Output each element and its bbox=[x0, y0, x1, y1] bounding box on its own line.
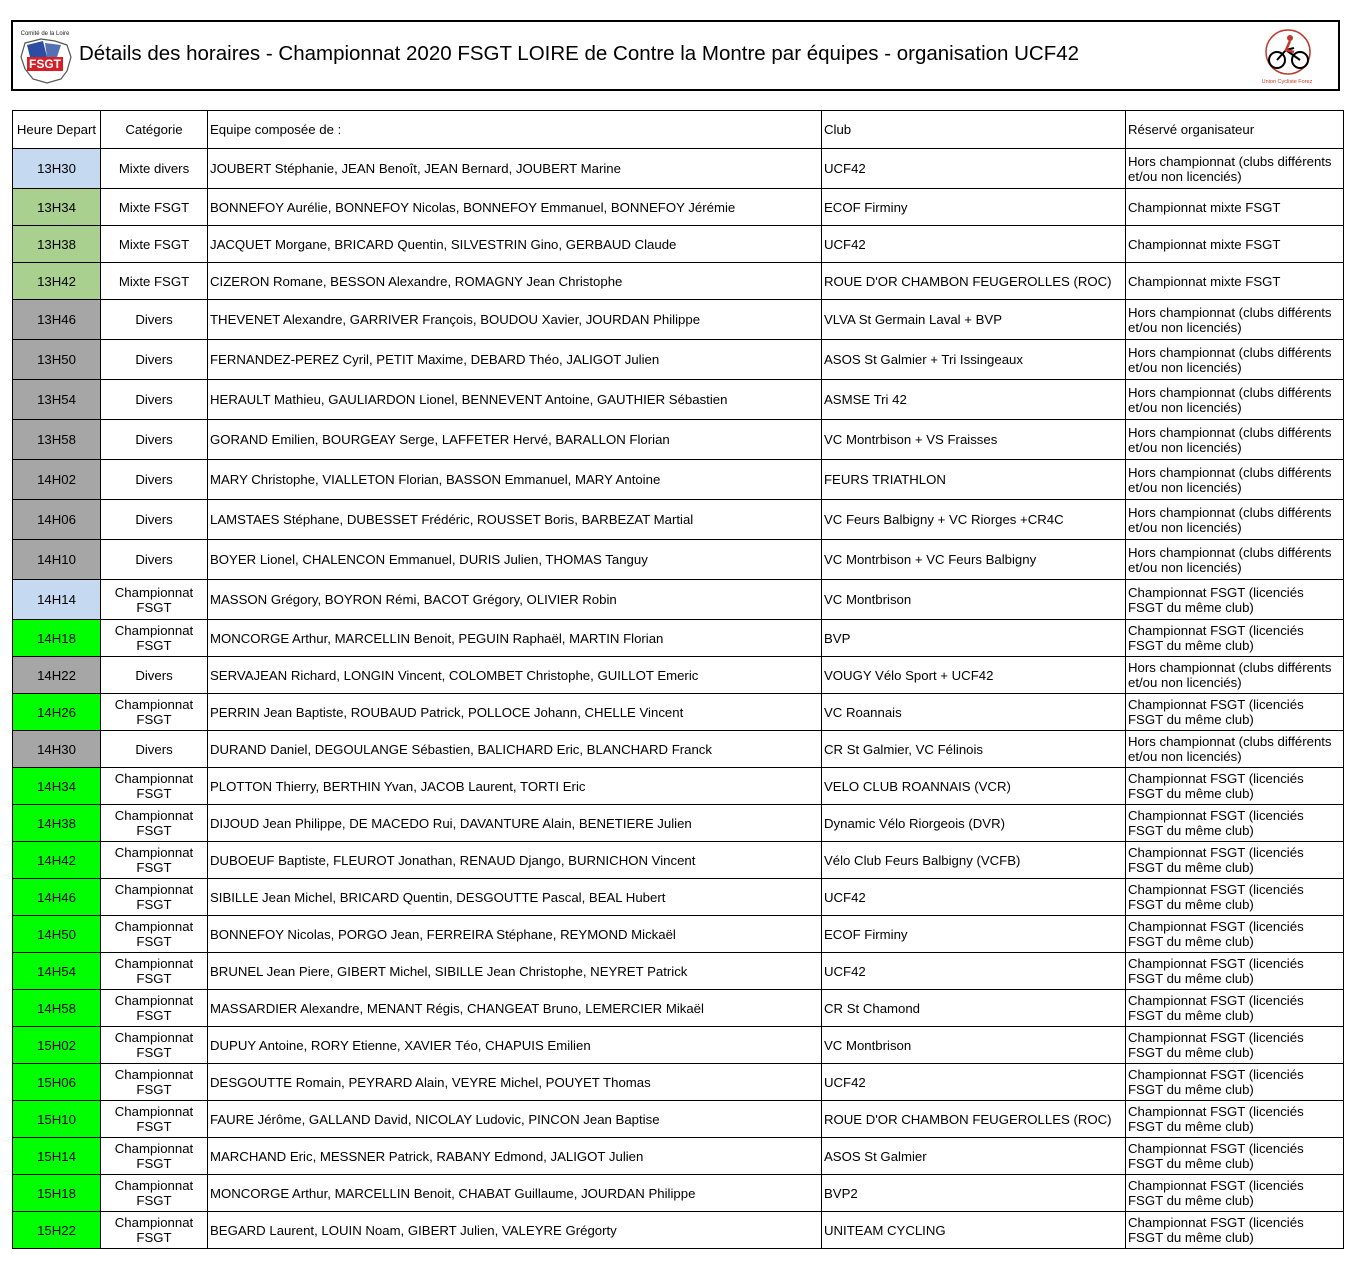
cell-time: 15H18 bbox=[13, 1175, 101, 1212]
cell-club: ROUE D'OR CHAMBON FEUGEROLLES (ROC) bbox=[822, 1101, 1126, 1138]
document-header bbox=[11, 20, 1340, 91]
cell-reserved: Hors championnat (clubs différents et/ou non licenciés) bbox=[1126, 731, 1344, 768]
table-row bbox=[13, 879, 1344, 916]
table-row bbox=[13, 953, 1344, 990]
cell-time: 14H58 bbox=[13, 990, 101, 1027]
cell-time: 14H34 bbox=[13, 768, 101, 805]
cell-time: 15H10 bbox=[13, 1101, 101, 1138]
cell-team: FAURE Jérôme, GALLAND David, NICOLAY Ludovic, PINCON Jean Baptise bbox=[208, 1101, 822, 1138]
cell-category: Championnat FSGT bbox=[101, 805, 208, 842]
cell-time: 14H18 bbox=[13, 620, 101, 657]
cell-team: MASSON Grégory, BOYRON Rémi, BACOT Grégory, OLIVIER Robin bbox=[208, 580, 822, 620]
cell-team: LAMSTAES Stéphane, DUBESSET Frédéric, ROUSSET Boris, BARBEZAT Martial bbox=[208, 500, 822, 540]
table-row bbox=[13, 916, 1344, 953]
table-row bbox=[13, 380, 1344, 420]
cell-team: DUPUY Antoine, RORY Etienne, XAVIER Téo, CHAPUIS Emilien bbox=[208, 1027, 822, 1064]
cell-team: DUBOEUF Baptiste, FLEUROT Jonathan, RENAUD Django, BURNICHON Vincent bbox=[208, 842, 822, 879]
cell-team: JOUBERT Stéphanie, JEAN Benoît, JEAN Bernard, JOUBERT Marine bbox=[208, 149, 822, 189]
table-row bbox=[13, 540, 1344, 580]
table-row bbox=[13, 149, 1344, 189]
cell-reserved: Championnat mixte FSGT bbox=[1126, 189, 1344, 226]
table-row bbox=[13, 580, 1344, 620]
cell-reserved: Championnat FSGT (licenciés FSGT du même club) bbox=[1126, 1064, 1344, 1101]
table-row bbox=[13, 340, 1344, 380]
cell-reserved: Hors championnat (clubs différents et/ou non licenciés) bbox=[1126, 540, 1344, 580]
cell-time: 13H38 bbox=[13, 226, 101, 263]
svg-text:Union Cycliste Forez: Union Cycliste Forez bbox=[1261, 79, 1313, 85]
table-row bbox=[13, 1212, 1344, 1249]
cell-club: CR St Chamond bbox=[822, 990, 1126, 1027]
cell-time: 14H06 bbox=[13, 500, 101, 540]
cell-category: Championnat FSGT bbox=[101, 1175, 208, 1212]
cell-club: ASOS St Galmier + Tri Issingeaux bbox=[822, 340, 1126, 380]
cell-team: GORAND Emilien, BOURGEAY Serge, LAFFETER Hervé, BARALLON Florian bbox=[208, 420, 822, 460]
cell-time: 13H58 bbox=[13, 420, 101, 460]
cell-reserved: Championnat FSGT (licenciés FSGT du même club) bbox=[1126, 879, 1344, 916]
cell-club: VC Montbrison bbox=[822, 580, 1126, 620]
cell-team: HERAULT Mathieu, GAULIARDON Lionel, BENNEVENT Antoine, GAUTHIER Sébastien bbox=[208, 380, 822, 420]
cell-reserved: Championnat FSGT (licenciés FSGT du même club) bbox=[1126, 1027, 1344, 1064]
cell-category: Divers bbox=[101, 300, 208, 340]
cell-category: Championnat FSGT bbox=[101, 1212, 208, 1249]
cell-team: SERVAJEAN Richard, LONGIN Vincent, COLOMBET Christophe, GUILLOT Emeric bbox=[208, 657, 822, 694]
cell-time: 13H54 bbox=[13, 380, 101, 420]
page-title: Détails des horaires - Championnat 2020 FSGT LOIRE de Contre la Montre par équipes - organisation UCF42 bbox=[79, 42, 1080, 65]
header-team: Equipe composée de : bbox=[208, 111, 822, 149]
cell-category: Divers bbox=[101, 460, 208, 500]
table-row bbox=[13, 768, 1344, 805]
cell-reserved: Championnat FSGT (licenciés FSGT du même club) bbox=[1126, 768, 1344, 805]
cell-time: 13H46 bbox=[13, 300, 101, 340]
cell-time: 14H54 bbox=[13, 953, 101, 990]
cell-club: UCF42 bbox=[822, 149, 1126, 189]
cell-category: Championnat FSGT bbox=[101, 879, 208, 916]
table-row bbox=[13, 226, 1344, 263]
cell-club: ROUE D'OR CHAMBON FEUGEROLLES (ROC) bbox=[822, 263, 1126, 300]
cell-team: MONCORGE Arthur, MARCELLIN Benoit, CHABAT Guillaume, JOURDAN Philippe bbox=[208, 1175, 822, 1212]
cell-team: JACQUET Morgane, BRICARD Quentin, SILVESTRIN Gino, GERBAUD Claude bbox=[208, 226, 822, 263]
cell-category: Championnat FSGT bbox=[101, 1027, 208, 1064]
cell-team: BOYER Lionel, CHALENCON Emmanuel, DURIS Julien, THOMAS Tanguy bbox=[208, 540, 822, 580]
cell-team: PERRIN Jean Baptiste, ROUBAUD Patrick, POLLOCE Johann, CHELLE Vincent bbox=[208, 694, 822, 731]
cell-team: BONNEFOY Aurélie, BONNEFOY Nicolas, BONNEFOY Emmanuel, BONNEFOY Jérémie bbox=[208, 189, 822, 226]
cell-reserved: Championnat FSGT (licenciés FSGT du même club) bbox=[1126, 1101, 1344, 1138]
cell-club: VC Montrbison + VC Feurs Balbigny bbox=[822, 540, 1126, 580]
cell-team: BRUNEL Jean Piere, GIBERT Michel, SIBILLE Jean Christophe, NEYRET Patrick bbox=[208, 953, 822, 990]
cell-club: ASMSE Tri 42 bbox=[822, 380, 1126, 420]
cell-category: Championnat FSGT bbox=[101, 620, 208, 657]
header-club: Club bbox=[822, 111, 1126, 149]
cell-category: Championnat FSGT bbox=[101, 1138, 208, 1175]
cell-time: 15H14 bbox=[13, 1138, 101, 1175]
cell-club: FEURS TRIATHLON bbox=[822, 460, 1126, 500]
cell-reserved: Championnat FSGT (licenciés FSGT du même club) bbox=[1126, 1212, 1344, 1249]
cell-club: VLVA St Germain Laval + BVP bbox=[822, 300, 1126, 340]
table-row bbox=[13, 460, 1344, 500]
cell-reserved: Championnat FSGT (licenciés FSGT du même club) bbox=[1126, 916, 1344, 953]
cell-club: VELO CLUB ROANNAIS (VCR) bbox=[822, 768, 1126, 805]
cell-team: CIZERON Romane, BESSON Alexandre, ROMAGNY Jean Christophe bbox=[208, 263, 822, 300]
cell-team: MARCHAND Eric, MESSNER Patrick, RABANY Edmond, JALIGOT Julien bbox=[208, 1138, 822, 1175]
table-row bbox=[13, 842, 1344, 879]
table-header-row bbox=[13, 111, 1344, 149]
table-row bbox=[13, 1175, 1344, 1212]
cell-reserved: Championnat FSGT (licenciés FSGT du même club) bbox=[1126, 580, 1344, 620]
cell-category: Championnat FSGT bbox=[101, 953, 208, 990]
cell-time: 14H02 bbox=[13, 460, 101, 500]
cell-time: 14H26 bbox=[13, 694, 101, 731]
cell-reserved: Hors championnat (clubs différents et/ou non licenciés) bbox=[1126, 149, 1344, 189]
cell-reserved: Championnat FSGT (licenciés FSGT du même club) bbox=[1126, 1175, 1344, 1212]
cell-club: ECOF Firminy bbox=[822, 916, 1126, 953]
cell-club: UCF42 bbox=[822, 879, 1126, 916]
cell-club: BVP bbox=[822, 620, 1126, 657]
fsgt-loire-logo-icon bbox=[17, 27, 75, 87]
cell-team: DURAND Daniel, DEGOULANGE Sébastien, BALICHARD Eric, BLANCHARD Franck bbox=[208, 731, 822, 768]
cell-team: SIBILLE Jean Michel, BRICARD Quentin, DESGOUTTE Pascal, BEAL Hubert bbox=[208, 879, 822, 916]
table-row bbox=[13, 420, 1344, 460]
cell-time: 15H02 bbox=[13, 1027, 101, 1064]
cell-reserved: Championnat FSGT (licenciés FSGT du même club) bbox=[1126, 694, 1344, 731]
table-row bbox=[13, 263, 1344, 300]
cell-reserved: Hors championnat (clubs différents et/ou non licenciés) bbox=[1126, 500, 1344, 540]
cell-reserved: Championnat mixte FSGT bbox=[1126, 226, 1344, 263]
cell-category: Championnat FSGT bbox=[101, 842, 208, 879]
cell-category: Divers bbox=[101, 657, 208, 694]
cell-reserved: Championnat FSGT (licenciés FSGT du même club) bbox=[1126, 990, 1344, 1027]
cell-reserved: Hors championnat (clubs différents et/ou non licenciés) bbox=[1126, 420, 1344, 460]
cell-time: 14H22 bbox=[13, 657, 101, 694]
cell-club: CR St Galmier, VC Félinois bbox=[822, 731, 1126, 768]
table-row bbox=[13, 1064, 1344, 1101]
schedule-table bbox=[12, 110, 1344, 1249]
cell-time: 15H22 bbox=[13, 1212, 101, 1249]
cell-reserved: Hors championnat (clubs différents et/ou non licenciés) bbox=[1126, 657, 1344, 694]
cell-category: Divers bbox=[101, 420, 208, 460]
cell-time: 14H50 bbox=[13, 916, 101, 953]
cell-category: Mixte FSGT bbox=[101, 226, 208, 263]
cell-category: Divers bbox=[101, 340, 208, 380]
table-row bbox=[13, 620, 1344, 657]
cell-club: Vélo Club Feurs Balbigny (VCFB) bbox=[822, 842, 1126, 879]
cell-club: UCF42 bbox=[822, 1064, 1126, 1101]
cell-category: Championnat FSGT bbox=[101, 694, 208, 731]
cell-category: Championnat FSGT bbox=[101, 1101, 208, 1138]
table-row bbox=[13, 990, 1344, 1027]
cell-time: 14H38 bbox=[13, 805, 101, 842]
table-row bbox=[13, 731, 1344, 768]
cell-reserved: Hors championnat (clubs différents et/ou non licenciés) bbox=[1126, 380, 1344, 420]
cell-club: VC Montbrison bbox=[822, 1027, 1126, 1064]
cell-time: 13H42 bbox=[13, 263, 101, 300]
table-row bbox=[13, 1138, 1344, 1175]
cell-club: Dynamic Vélo Riorgeois (DVR) bbox=[822, 805, 1126, 842]
svg-text:Comité de la Loire: Comité de la Loire bbox=[20, 31, 70, 37]
cell-reserved: Championnat FSGT (licenciés FSGT du même club) bbox=[1126, 620, 1344, 657]
cell-category: Divers bbox=[101, 380, 208, 420]
cell-category: Mixte FSGT bbox=[101, 189, 208, 226]
cell-team: DIJOUD Jean Philippe, DE MACEDO Rui, DAVANTURE Alain, BENETIERE Julien bbox=[208, 805, 822, 842]
table-row bbox=[13, 300, 1344, 340]
cell-club: VC Montrbison + VS Fraisses bbox=[822, 420, 1126, 460]
cell-time: 14H14 bbox=[13, 580, 101, 620]
cell-team: PLOTTON Thierry, BERTHIN Yvan, JACOB Laurent, TORTI Eric bbox=[208, 768, 822, 805]
cell-time: 13H30 bbox=[13, 149, 101, 189]
ucf-cyclist-logo-icon bbox=[1250, 28, 1324, 86]
cell-team: BEGARD Laurent, LOUIN Noam, GIBERT Julien, VALEYRE Grégorty bbox=[208, 1212, 822, 1249]
table-row bbox=[13, 500, 1344, 540]
table-row bbox=[13, 657, 1344, 694]
cell-team: THEVENET Alexandre, GARRIVER François, BOUDOU Xavier, JOURDAN Philippe bbox=[208, 300, 822, 340]
cell-time: 15H06 bbox=[13, 1064, 101, 1101]
cell-time: 14H42 bbox=[13, 842, 101, 879]
header-category: Catégorie bbox=[101, 111, 208, 149]
cell-category: Championnat FSGT bbox=[101, 580, 208, 620]
cell-reserved: Championnat FSGT (licenciés FSGT du même club) bbox=[1126, 842, 1344, 879]
cell-reserved: Championnat FSGT (licenciés FSGT du même club) bbox=[1126, 1138, 1344, 1175]
cell-category: Divers bbox=[101, 731, 208, 768]
cell-category: Divers bbox=[101, 540, 208, 580]
cell-time: 14H30 bbox=[13, 731, 101, 768]
cell-category: Divers bbox=[101, 500, 208, 540]
cell-reserved: Hors championnat (clubs différents et/ou non licenciés) bbox=[1126, 460, 1344, 500]
cell-team: MARY Christophe, VIALLETON Florian, BASSON Emmanuel, MARY Antoine bbox=[208, 460, 822, 500]
cell-category: Mixte FSGT bbox=[101, 263, 208, 300]
cell-category: Mixte divers bbox=[101, 149, 208, 189]
cell-club: BVP2 bbox=[822, 1175, 1126, 1212]
cell-team: BONNEFOY Nicolas, PORGO Jean, FERREIRA Stéphane, REYMOND Mickaël bbox=[208, 916, 822, 953]
cell-category: Championnat FSGT bbox=[101, 916, 208, 953]
table-row bbox=[13, 805, 1344, 842]
header-reserved: Réservé organisateur bbox=[1126, 111, 1344, 149]
cell-category: Championnat FSGT bbox=[101, 768, 208, 805]
cell-team: FERNANDEZ-PEREZ Cyril, PETIT Maxime, DEBARD Théo, JALIGOT Julien bbox=[208, 340, 822, 380]
cell-club: VC Feurs Balbigny + VC Riorges +CR4C bbox=[822, 500, 1126, 540]
svg-text:FSGT: FSGT bbox=[29, 57, 61, 71]
table-row bbox=[13, 1027, 1344, 1064]
cell-time: 13H50 bbox=[13, 340, 101, 380]
cell-team: MASSARDIER Alexandre, MENANT Régis, CHANGEAT Bruno, LEMERCIER Mikaël bbox=[208, 990, 822, 1027]
cell-reserved: Championnat mixte FSGT bbox=[1126, 263, 1344, 300]
cell-time: 14H10 bbox=[13, 540, 101, 580]
cell-category: Championnat FSGT bbox=[101, 1064, 208, 1101]
cell-club: UNITEAM CYCLING bbox=[822, 1212, 1126, 1249]
cell-reserved: Championnat FSGT (licenciés FSGT du même club) bbox=[1126, 805, 1344, 842]
cell-time: 13H34 bbox=[13, 189, 101, 226]
cell-club: VC Roannais bbox=[822, 694, 1126, 731]
header-time: Heure Depart bbox=[13, 111, 101, 149]
cell-club: UCF42 bbox=[822, 953, 1126, 990]
cell-reserved: Hors championnat (clubs différents et/ou non licenciés) bbox=[1126, 300, 1344, 340]
table-row bbox=[13, 189, 1344, 226]
cell-team: MONCORGE Arthur, MARCELLIN Benoit, PEGUIN Raphaël, MARTIN Florian bbox=[208, 620, 822, 657]
cell-reserved: Championnat FSGT (licenciés FSGT du même club) bbox=[1126, 953, 1344, 990]
cell-club: UCF42 bbox=[822, 226, 1126, 263]
cell-reserved: Hors championnat (clubs différents et/ou non licenciés) bbox=[1126, 340, 1344, 380]
cell-category: Championnat FSGT bbox=[101, 990, 208, 1027]
table-row bbox=[13, 1101, 1344, 1138]
cell-club: ECOF Firminy bbox=[822, 189, 1126, 226]
cell-club: VOUGY Vélo Sport + UCF42 bbox=[822, 657, 1126, 694]
cell-time: 14H46 bbox=[13, 879, 101, 916]
table-row bbox=[13, 694, 1344, 731]
cell-team: DESGOUTTE Romain, PEYRARD Alain, VEYRE Michel, POUYET Thomas bbox=[208, 1064, 822, 1101]
cell-club: ASOS St Galmier bbox=[822, 1138, 1126, 1175]
